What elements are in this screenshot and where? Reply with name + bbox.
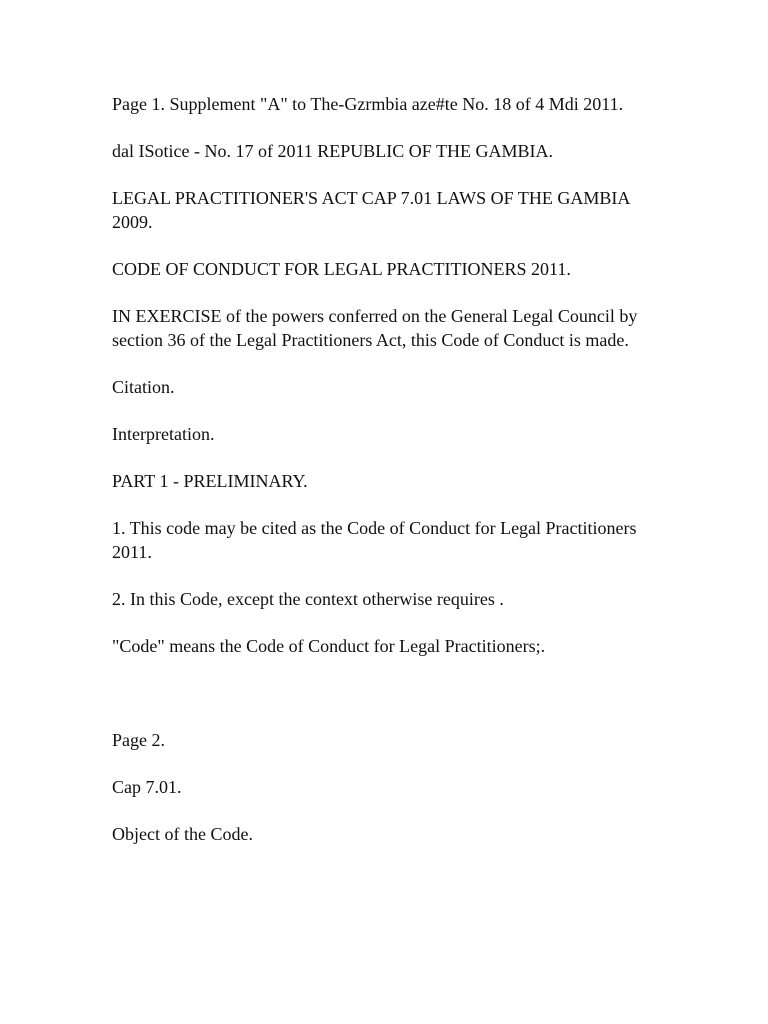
- section-2: 2. In this Code, except the context otherwise requires .: [112, 589, 504, 609]
- notice-line: dal ISotice - No. 17 of 2011 REPUBLIC OF THE GAMBIA.: [112, 141, 553, 161]
- definition-code: "Code" means the Code of Conduct for Legal Practitioners;.: [112, 636, 546, 656]
- code-title: CODE OF CONDUCT FOR LEGAL PRACTITIONERS 2011.: [112, 259, 571, 279]
- preamble-paragraph: IN EXERCISE of the powers conferred on the General Legal Council by section 36 of the Legal Practitioners Act, this Code of Conduct is made.: [112, 306, 638, 350]
- act-title: LEGAL PRACTITIONER'S ACT CAP 7.01 LAWS OF THE GAMBIA 2009.: [112, 188, 630, 232]
- margin-note-object: Object of the Code.: [112, 824, 253, 844]
- section-1: 1. This code may be cited as the Code of Conduct for Legal Practitioners 2011.: [112, 518, 637, 562]
- margin-note-citation: Citation.: [112, 377, 175, 397]
- page-2-marker: Page 2.: [112, 730, 165, 750]
- margin-note-interpretation: Interpretation.: [112, 424, 215, 444]
- document-page: [112, 92, 652, 869]
- page-header-line: Page 1. Supplement "A" to The-Gzrmbia aze#te No. 18 of 4 Mdi 2011.: [112, 94, 624, 114]
- cap-reference: Cap 7.01.: [112, 777, 182, 797]
- part-heading: PART 1 - PRELIMINARY.: [112, 471, 308, 491]
